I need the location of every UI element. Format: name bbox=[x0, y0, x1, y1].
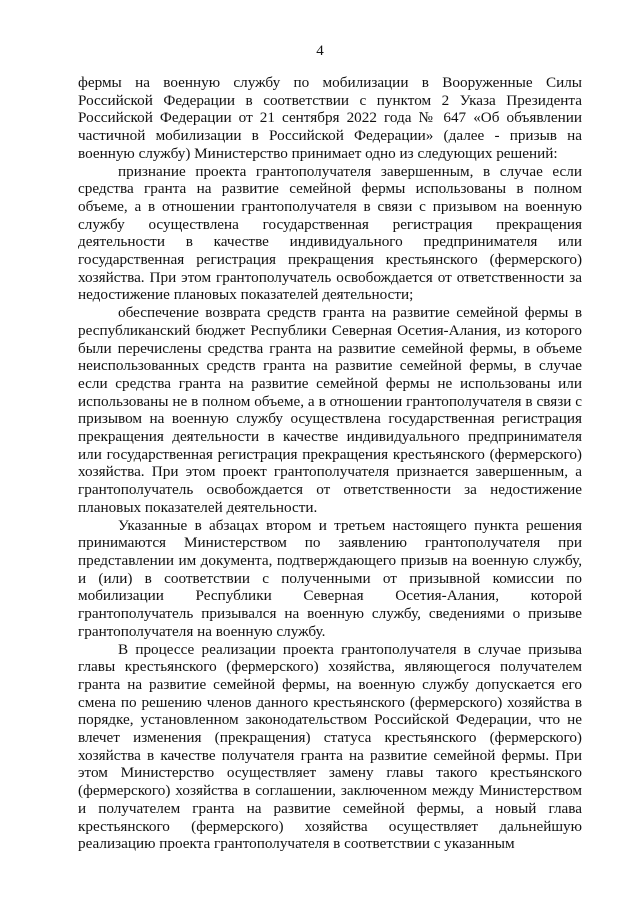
paragraph-decision-basis: Указанные в абзацах втором и третьем настоящего пункта решения принимаются Министерством по заявлению грантополучателя при представлении им документа, подтверждающего призыв на военную службу, и (или) в соответствии с полученными от призывной комиссии по мобилизации Республики Северная Осетия-Алания, которой грантополучатель призывался на военную службу, сведениями о призыве грантополучателя на военную службу. bbox=[78, 516, 582, 640]
paragraph-decision-completion: признание проекта грантополучателя завершенным, в случае если средства гранта на развитие семейной фермы использованы в полном объеме, а в отношении грантополучателя в связи с призывом на военную службу осуществлена государственная регистрация прекращения деятельности в качестве индивидуального предпринимателя или государственная регистрация прекращения крестьянского (фермерского) хозяйства. При этом грантополучатель освобождается от ответственности за недостижение плановых показателей деятельности; bbox=[78, 162, 582, 304]
paragraph-head-replacement: В процессе реализации проекта грантополучателя в случае призыва главы крестьянского (фермерского) хозяйства, являющегося получателем гранта на развитие семейной фермы, на военную службу допускается его смена по решению членов данного крестьянского (фермерского) хозяйства в порядке, установленном законодательством Российской Федерации, что не влечет изменения (прекращения) статуса крестьянского (фермерского) хозяйства в качестве получателя гранта на развитие семейной фермы. При этом Министерство осуществляет замену главы такого крестьянского (фермерского) хозяйства в соглашении, заключенном между Министерством и получателем гранта на развитие семейной фермы, а новый глава крестьянского (фермерского) хозяйства осуществляет дальнейшую реализацию проекта грантополучателя в соответствии с указанным bbox=[78, 640, 582, 853]
document-body bbox=[78, 74, 582, 853]
page-number: 4 bbox=[316, 43, 324, 59]
paragraph-continuation: фермы на военную службу по мобилизации в Вооруженные Силы Российской Федерации в соответствии с пунктом 2 Указа Президента Российской Федерации от 21 сентября 2022 года № 647 «Об объявлении частичной мобилизации в Российской Федерации» (далее - призыв на военную службу) Министерство принимает одно из следующих решений: bbox=[78, 74, 582, 162]
paragraph-decision-refund: обеспечение возврата средств гранта на развитие семейной фермы в республиканский бюджет Республики Северная Осетия-Алания, из которого были перечислены средства гранта на развитие семейной фермы, в объеме неиспользованных средств гранта на развитие семейной фермы, в случае если средства гранта на развитие семейной фермы не использованы или использованы не в полном объеме, а в отношении грантополучателя в связи с призывом на военную службу осуществлена государственная регистрация прекращения деятельности в качестве индивидуального предпринимателя или государственная регистрация прекращения крестьянского (фермерского) хозяйства. При этом проект грантополучателя признается завершенным, а грантополучатель освобождается от ответственности за недостижение плановых показателей деятельности. bbox=[78, 304, 582, 516]
